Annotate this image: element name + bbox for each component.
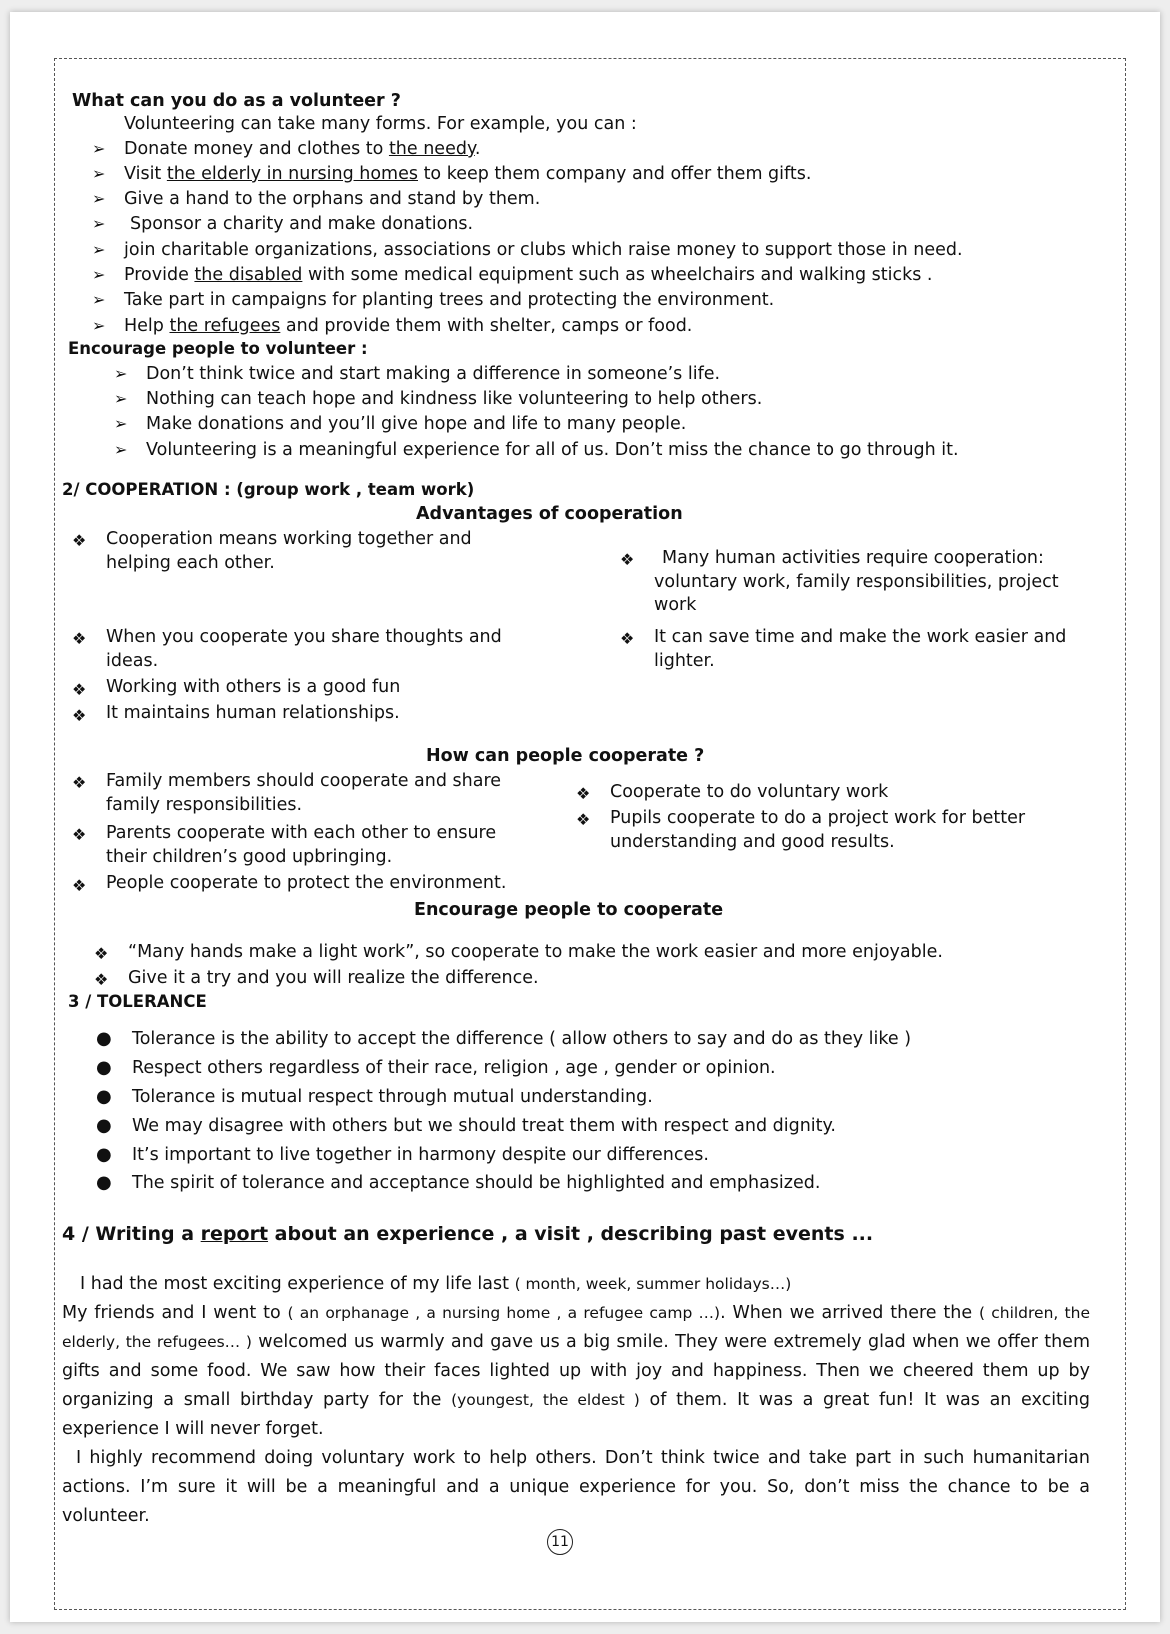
volunteer-item-5: join charitable organizations, associations or clubs which raise money to support those in need. xyxy=(124,240,963,260)
arrow-bullet-icon: ➢ xyxy=(92,316,106,335)
diamond-bullet-icon: ❖ xyxy=(72,531,87,550)
advantage-item: It can save time and make the work easier and lighter. xyxy=(654,627,1067,671)
diamond-bullet-icon: ❖ xyxy=(72,773,87,792)
encourage-volunteer-heading: Encourage people to volunteer : xyxy=(68,339,368,358)
dot-bullet-icon: ● xyxy=(96,1144,112,1165)
arrow-bullet-icon: ➢ xyxy=(114,440,128,459)
diamond-bullet-icon: ❖ xyxy=(576,784,591,803)
how-item: Pupils cooperate to do a project work for better understanding and good results. xyxy=(610,808,1026,852)
encourage-cooperate-item: “Many hands make a light work”, so cooperate to make the work easier and more enjoyable. xyxy=(128,942,943,962)
diamond-bullet-icon: ❖ xyxy=(576,810,591,829)
tolerance-item: It’s important to live together in harmony despite our differences. xyxy=(132,1145,709,1165)
diamond-bullet-icon: ❖ xyxy=(620,550,635,569)
tolerance-item: Respect others regardless of their race, religion , age , gender or opinion. xyxy=(132,1058,776,1078)
tolerance-item: We may disagree with others but we should treat them with respect and dignity. xyxy=(132,1116,836,1136)
diamond-bullet-icon: ❖ xyxy=(94,970,109,989)
volunteer-item-8: Help the refugees and provide them with shelter, camps or food. xyxy=(124,316,693,336)
page-number: 11 xyxy=(547,1529,573,1555)
volunteer-item-2: Visit the elderly in nursing homes to keep them company and offer them gifts. xyxy=(124,164,812,184)
diamond-bullet-icon: ❖ xyxy=(72,876,87,895)
tolerance-item: Tolerance is the ability to accept the difference ( allow others to say and do as they like ) xyxy=(132,1029,912,1049)
volunteer-item-1: Donate money and clothes to the needy. xyxy=(124,139,481,159)
report-paragraph-2: I highly recommend doing voluntary work to help others. Don’t think twice and take part in such humanitarian actions. I’m sure it will be a meaningful and a unique experience for you. So, don’t miss the chance to be a volunteer. xyxy=(62,1448,1090,1526)
arrow-bullet-icon: ➢ xyxy=(92,164,106,183)
dot-bullet-icon: ● xyxy=(96,1028,112,1049)
advantage-item: Many human activities require cooperation: voluntary work, family responsibilities, project work xyxy=(654,548,1059,616)
encourage-volunteer-item: Make donations and you’ll give hope and life to many people. xyxy=(146,414,687,434)
volunteer-heading: What can you do as a volunteer ? xyxy=(72,91,401,111)
tolerance-heading: 3 / TOLERANCE xyxy=(68,992,207,1011)
volunteer-intro: Volunteering can take many forms. For example, you can : xyxy=(124,114,637,134)
arrow-bullet-icon: ➢ xyxy=(92,214,106,233)
volunteer-item-6: Provide the disabled with some medical equipment such as wheelchairs and walking sticks . xyxy=(124,265,933,285)
dot-bullet-icon: ● xyxy=(96,1086,112,1107)
diamond-bullet-icon: ❖ xyxy=(72,825,87,844)
diamond-bullet-icon: ❖ xyxy=(72,680,87,699)
volunteer-item-4: Sponsor a charity and make donations. xyxy=(130,214,474,234)
cooperation-heading: 2/ COOPERATION : (group work , team work) xyxy=(62,480,475,499)
diamond-bullet-icon: ❖ xyxy=(620,629,635,648)
how-cooperate-heading: How can people cooperate ? xyxy=(426,746,705,766)
how-item: Parents cooperate with each other to ensure their children’s good upbringing. xyxy=(106,823,497,867)
arrow-bullet-icon: ➢ xyxy=(92,189,106,208)
diamond-bullet-icon: ❖ xyxy=(72,629,87,648)
report-paragraph-1: I had the most exciting experience of my life last ( month, week, summer holidays…) My friends and I went to ( an orphanage , a nursing home , a refugee camp …). When we arrived there the ( children, the elderly, the refugees… ) welcomed us warmly and gave us a big smile. They were extremely glad when we offer them gifts and some food. We saw how their faces lighted up with joy and happiness. Then we cheered them up by organizing a small birthday party for the (youngest, the eldest ) of them. It was a great fun! It was an exciting experience I will never forget. xyxy=(62,1274,1090,1439)
tolerance-item: Tolerance is mutual respect through mutual understanding. xyxy=(132,1087,653,1107)
volunteer-item-3: Give a hand to the orphans and stand by them. xyxy=(124,189,541,209)
diamond-bullet-icon: ❖ xyxy=(72,706,87,725)
encourage-volunteer-item: Nothing can teach hope and kindness like volunteering to help others. xyxy=(146,389,763,409)
arrow-bullet-icon: ➢ xyxy=(114,364,128,383)
advantage-item: Cooperation means working together and helping each other. xyxy=(106,529,472,573)
advantage-item: When you cooperate you share thoughts and ideas. xyxy=(106,627,502,671)
advantage-item: Working with others is a good fun xyxy=(106,677,401,697)
encourage-volunteer-item: Don’t think twice and start making a difference in someone’s life. xyxy=(146,364,721,384)
arrow-bullet-icon: ➢ xyxy=(92,290,106,309)
encourage-volunteer-item: Volunteering is a meaningful experience for all of us. Don’t miss the chance to go through it. xyxy=(146,440,959,460)
how-item: People cooperate to protect the environment. xyxy=(106,873,507,893)
arrow-bullet-icon: ➢ xyxy=(92,139,106,158)
advantages-heading: Advantages of cooperation xyxy=(416,504,683,524)
arrow-bullet-icon: ➢ xyxy=(114,389,128,408)
volunteer-item-7: Take part in campaigns for planting trees and protecting the environment. xyxy=(124,290,775,310)
arrow-bullet-icon: ➢ xyxy=(92,240,106,259)
encourage-cooperate-heading: Encourage people to cooperate xyxy=(414,900,724,920)
report-heading: 4 / Writing a report about an experience , a visit , describing past events ... xyxy=(62,1223,874,1245)
how-item: Family members should cooperate and share family responsibilities. xyxy=(106,771,502,815)
tolerance-item: The spirit of tolerance and acceptance should be highlighted and emphasized. xyxy=(132,1173,821,1193)
arrow-bullet-icon: ➢ xyxy=(92,265,106,284)
how-item: Cooperate to do voluntary work xyxy=(610,782,889,802)
arrow-bullet-icon: ➢ xyxy=(114,414,128,433)
dot-bullet-icon: ● xyxy=(96,1172,112,1193)
encourage-cooperate-item: Give it a try and you will realize the difference. xyxy=(128,968,539,988)
dot-bullet-icon: ● xyxy=(96,1115,112,1136)
advantage-item: It maintains human relationships. xyxy=(106,703,400,723)
diamond-bullet-icon: ❖ xyxy=(94,944,109,963)
dot-bullet-icon: ● xyxy=(96,1057,112,1078)
